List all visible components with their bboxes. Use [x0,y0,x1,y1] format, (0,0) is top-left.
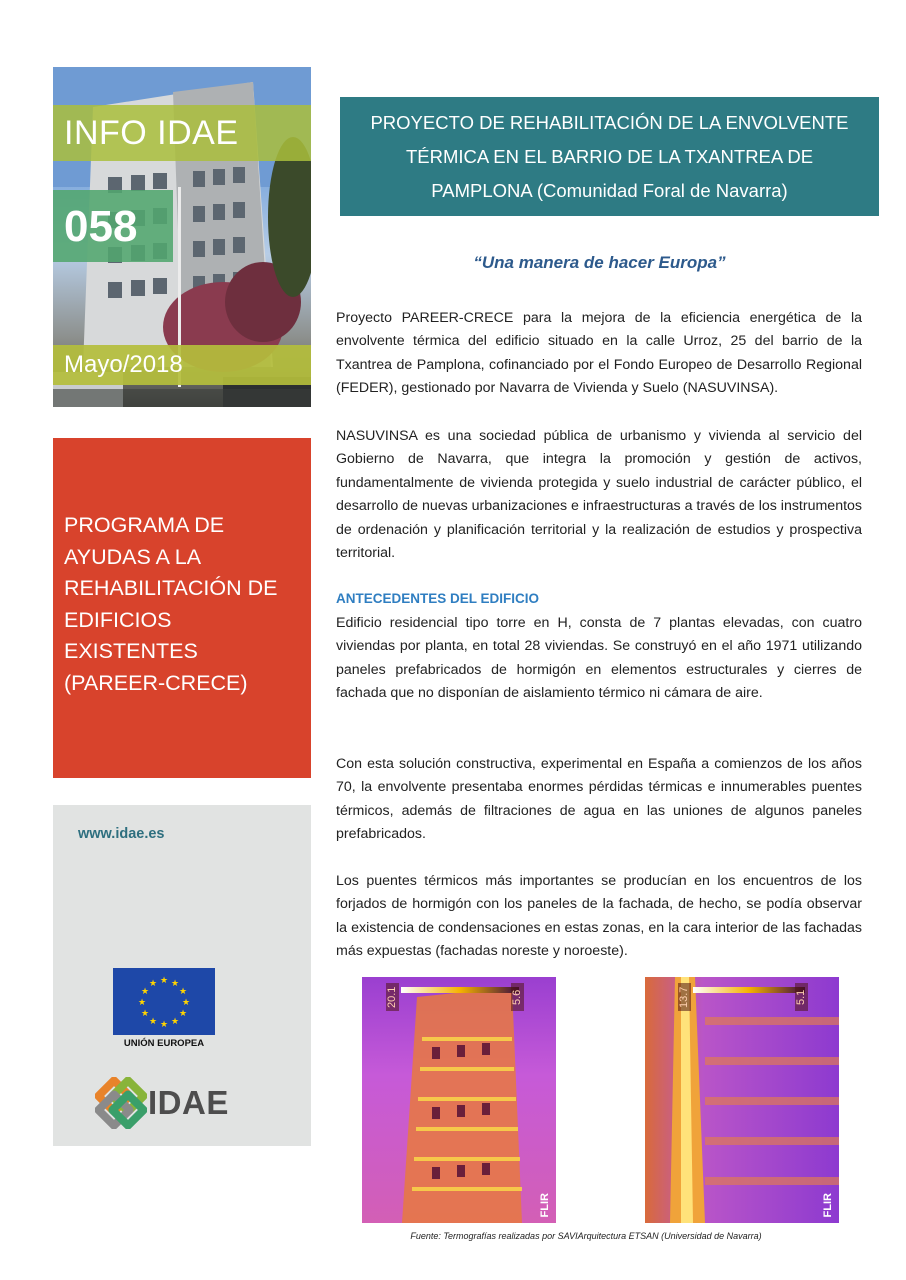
paragraph-building: Edificio residencial tipo torre en H, consta de 7 plantas elevadas, con cuatro viviendas por planta, en total 28 viviendas. Se construyó en el año 1971 utilizando paneles prefabricados de hormigón en elementos estructurales y cierres de fachada que no disponían de aislamiento térmico ni cámara de aire. [336,615,862,702]
svg-text:★: ★ [178,1009,188,1019]
idae-logo-icon [95,1077,147,1129]
flir-brand: FLIR [539,1192,551,1217]
thermal-min-label: 5.6 [511,983,524,1011]
svg-text:★: ★ [170,1017,180,1027]
project-title-line: PAMPLONA (Comunidad Foral de Navarra) [431,180,788,201]
paragraph-intro: Proyecto PAREER-CRECE para la mejora de la eficiencia energética de la envolvente térmica del edificio situado en la calle Urroz, 25 del barrio de la Txantrea de Pamplona, cofinanciado por el Fondo Europeo de Desarrollo Regional (FEDER), gestionado por Navarra de Vivienda y Suelo (NASUVINSA). [336,310,862,397]
svg-text:★: ★ [137,998,147,1008]
project-title [340,106,879,208]
paragraph-nasuvinsa: NASUVINSA es una sociedad pública de urbanismo y vivienda al servicio del Gobierno de Navarra, que integra la promoción y gestión de activos, fundamentalmente de vivienda protegida y suelo industrial de carácter público, el desarrollo de nuevas urbanizaciones e infraestructuras a través de los instrumentos de ordenación y planificación territorial y la realización de estudios y prospectiva territorial. [336,428,863,562]
thermal-max-label: 13.7 [678,983,691,1011]
svg-text:★: ★ [148,1017,158,1027]
project-title-line: PROYECTO DE REHABILITACIÓN DE LA ENVOLVENTE [370,112,849,133]
program-line: REHABILITACIÓN DE [64,576,278,600]
date-band [53,345,311,385]
project-title-line: TÉRMICA EN EL BARRIO DE LA TXANTREA DE [405,146,814,167]
thermal-image-1 [362,977,556,1223]
flir-brand: FLIR [822,1192,834,1217]
program-line: AYUDAS A LA [64,544,202,569]
section-heading: ANTECEDENTES DEL EDIFICIO [336,591,540,606]
project-title-box [340,97,879,216]
program-block [53,438,311,778]
eu-label: UNIÓN EUROPEA [123,1038,205,1049]
svg-text:★: ★ [140,987,150,997]
program-line: EDIFICIOS EXISTENTES [64,607,198,663]
publication-title: INFO IDAE [64,114,239,152]
tagline: “Una manera de hacer Europa” [473,253,726,272]
svg-text:★: ★ [159,976,169,986]
thermal-image-2 [645,977,839,1223]
paragraph-thermal-bridges: Los puentes térmicos más importantes se producían en los encuentros de los forjados de hormigón con los paneles de la fachada, de hecho, se podía observar la existencia de condensaciones en estas zonas, en la cara interior de las fachadas más expuestas (fachadas noreste y noroeste). [336,873,862,960]
issue-number-band [53,190,173,262]
svg-text:★: ★ [148,979,158,989]
thermal-min-label: 5.1 [795,983,808,1011]
svg-text:★: ★ [140,1009,150,1019]
svg-text:★: ★ [170,979,180,989]
svg-text:★: ★ [181,998,191,1008]
program-title [64,510,308,699]
svg-text:★: ★ [159,1020,169,1030]
info-idae-band [53,105,311,161]
issue-date: Mayo/2018 [64,351,183,378]
website-link[interactable]: www.idae.es [78,826,165,842]
sidebar-logos-block [53,805,311,1146]
eu-flag-icon [113,968,215,1035]
program-line: (PAREER-CRECE) [64,670,248,695]
idae-logo-text: IDAE [148,1084,229,1121]
image-caption: Fuente: Termografías realizadas por SAVIArquitectura ETSAN (Universidad de Navarra) [410,1231,762,1241]
paragraph-construction: Con esta solución constructiva, experimental en España a comienzos de los años 70, la envolvente presentaba enormes pérdidas térmicas e innumerables puentes térmicos, además de filtraciones de agua en las uniones de algunos paneles prefabricados. [336,756,862,843]
svg-text:★: ★ [178,987,188,997]
program-line: PROGRAMA DE [64,513,225,537]
issue-number: 058 [64,202,138,251]
thermal-max-label: 20.1 [386,983,399,1011]
